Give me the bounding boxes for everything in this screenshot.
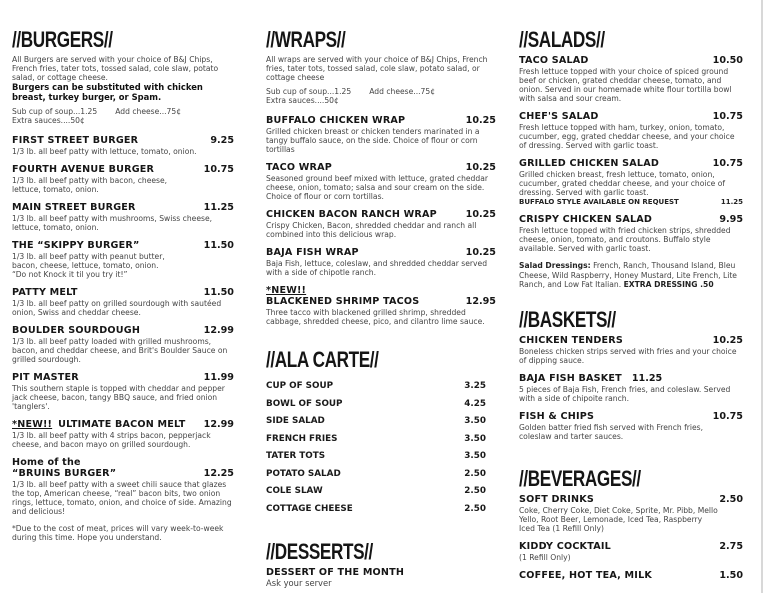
extra-sauces: Extra sauces....50¢: [266, 96, 339, 105]
item-price: 11.50: [203, 240, 234, 251]
ala-carte-row: [266, 431, 486, 449]
item-desc: Golden batter fried fish served with French fries, coleslaw and tarter sauces.: [519, 422, 704, 441]
item-price: 10.75: [712, 111, 743, 122]
item-desc: 1/3 lb. all beef patty with peanut butter, bacon, cheese, lettuce, tomato, onion. “Do not Knock it til you try it!”: [12, 252, 165, 279]
menu-item: [519, 335, 743, 365]
item-desc: Boneless chicken strips served with fries and your choice of dipping sauce.: [519, 346, 737, 365]
item-name: CHICKEN TENDERS: [519, 334, 623, 346]
salad-dressings: [519, 261, 743, 290]
extra-cheese: Add cheese...75¢: [115, 107, 182, 116]
item-name: BAJA FISH WRAP: [266, 247, 359, 258]
menu-item: [519, 55, 743, 103]
menu-item: [266, 567, 496, 588]
item-name: BOULDER SOURDOUGH: [12, 325, 141, 336]
item-name: TATER TOTS: [266, 451, 326, 461]
ala-carte-row: [266, 413, 486, 431]
item-price: 10.25: [465, 115, 496, 126]
extra-sauces: Extra sauces....50¢: [12, 116, 85, 125]
item-desc: 1/3 lb. all beef patty with lettuce, tomato, onion.: [12, 147, 197, 156]
item-name: ULTIMATE BACON MELT: [58, 419, 186, 430]
item-name: PATTY MELT: [12, 287, 78, 298]
ala-carte-row: [266, 466, 486, 484]
menu-item: [12, 202, 234, 232]
item-price: 2.50: [464, 468, 486, 479]
menu-item: [519, 411, 743, 441]
item-name: CHEF'S SALAD: [519, 111, 599, 122]
column-burgers: [12, 28, 234, 542]
item-name: POTATO SALAD: [266, 468, 341, 479]
section-title-baskets: //BASKETS//: [519, 306, 616, 332]
item-desc: Baja Fish, lettuce, coleslaw, and shredded cheddar served with a side of chipotle ranch.: [266, 259, 488, 277]
item-name: FRENCH FRIES: [266, 433, 338, 444]
item-name: SOFT DRINKS: [519, 493, 594, 505]
item-desc: 1/3 lb. all beef patty with 4 strips bacon, pepperjack cheese, and bacon mayo on grilled sourdough.: [12, 431, 211, 449]
item-price: 9.25: [210, 135, 234, 146]
menu-item: [519, 158, 743, 206]
section-title-ala-carte: //ALA CARTE//: [266, 347, 379, 372]
item-price: 11.50: [203, 287, 234, 298]
menu-item: [12, 325, 234, 364]
item-price: 9.95: [719, 214, 743, 225]
item-name: THE “SKIPPY BURGER”: [12, 240, 140, 251]
item-name: TACO SALAD: [519, 55, 589, 66]
item-name: CUP OF SOUP: [266, 381, 334, 391]
menu-item: [12, 240, 234, 279]
item-price: 10.25: [712, 334, 743, 346]
section-title-wraps: //WRAPS//: [266, 27, 346, 52]
item-name: BAJA FISH BASKET: [519, 372, 622, 384]
extra-dressing-price: EXTRA DRESSING .50: [623, 280, 714, 289]
section-title-salads: //SALADS//: [519, 27, 605, 52]
item-name: BLACKENED SHRIMP TACOS: [266, 296, 420, 307]
item-desc: This southern staple is topped with cheddar and pepper jack cheese, bacon, tangy BBQ sauce, and fried onion 'tanglers'.: [12, 384, 225, 411]
item-desc: Fresh lettuce topped with your choice of spiced ground beef or chicken, grated cheddar cheese, tomato, and onion. Served in our homemade white flour tortilla bowl with salsa and sour cream.: [519, 67, 732, 103]
item-price: 10.75: [712, 158, 743, 169]
item-price: 12.95: [465, 296, 496, 307]
item-name: PIT MASTER: [12, 372, 79, 383]
item-desc: Fresh lettuce topped with ham, turkey, onion, tomato, cucumber, egg, grated cheddar cheese, and your choice of dressing. Served with garlic toast.: [519, 123, 735, 150]
item-price: 11.99: [203, 372, 234, 383]
page-edge-line: [761, 0, 763, 593]
ala-carte-row: [266, 501, 486, 519]
item-desc: 1/3 lb. all beef patty loaded with grilled mushrooms, bacon, and cheddar cheese, and Brit's Boulder Sauce on grilled sourdough.: [12, 337, 228, 364]
buffalo-style-option: [519, 198, 743, 206]
section-title-beverages: //BEVERAGES//: [519, 465, 641, 491]
menu-item: [12, 372, 234, 411]
item-name: KIDDY COCKTAIL: [519, 540, 611, 552]
item-price: 3.50: [464, 416, 486, 426]
option-price: 11.25: [720, 198, 743, 206]
item-price: 10.25: [465, 209, 496, 220]
ala-carte-row: [266, 378, 486, 396]
menu-item: [519, 570, 743, 581]
item-desc: Grilled chicken breast, fresh lettuce, tomato, onion, cucumber, grated cheddar cheese, and your choice of dressing. Served with garlic toast.: [519, 170, 726, 197]
item-price: 10.75: [712, 410, 743, 422]
new-badge: *NEW!!: [12, 419, 53, 430]
item-desc: (1 Refill Only): [519, 552, 571, 562]
extra-cheese: Add cheese...75¢: [369, 87, 436, 96]
menu-item: [519, 494, 743, 533]
item-price: 2.75: [719, 540, 743, 552]
burgers-extras: [12, 107, 234, 125]
item-desc: 1/3 lb. all beef patty with bacon, cheese, lettuce, tomato, onion.: [12, 176, 168, 194]
menu-item: [266, 247, 496, 277]
item-price: 10.25: [465, 162, 496, 173]
item-name: CRISPY CHICKEN SALAD: [519, 214, 653, 225]
section-title-burgers: //BURGERS//: [12, 27, 113, 52]
item-desc: 1/3 lb. all beef patty with mushrooms, Swiss cheese, lettuce, tomato, onion.: [12, 214, 213, 232]
item-price: 2.50: [464, 503, 486, 514]
column-wraps: [266, 28, 496, 588]
menu-item: [266, 162, 496, 201]
extra-soup: Sub cup of soup...1.25: [12, 107, 98, 116]
new-badge: *NEW!!: [266, 285, 307, 296]
item-price: 1.50: [719, 569, 743, 581]
menu-item: [266, 285, 496, 326]
item-desc: Crispy Chicken, Bacon, shredded cheddar and ranch all combined into this delicious wrap.: [266, 221, 477, 239]
menu-item: [519, 111, 743, 150]
column-salads: [519, 28, 743, 581]
item-name: BOWL OF SOUP: [266, 398, 343, 409]
item-name: MAIN STREET BURGER: [12, 202, 136, 213]
item-name: BUFFALO CHICKEN WRAP: [266, 115, 406, 126]
item-price: 11.25: [203, 202, 234, 213]
ala-carte-list: [266, 378, 486, 518]
item-name: SIDE SALAD: [266, 416, 325, 426]
wraps-intro: All wraps are served with your choice of B&J Chips, French fries, tater tots, tossed salad, cole slaw, potato salad, or cottage cheese: [266, 55, 488, 82]
menu-item: [12, 135, 234, 156]
menu-item: [519, 373, 743, 403]
item-price: 3.50: [464, 451, 486, 461]
item-name: TACO WRAP: [266, 162, 332, 173]
option-label: BUFFALO STYLE AVAILABLE ON REQUEST: [519, 198, 679, 206]
item-price: 3.25: [464, 381, 486, 391]
item-desc: Ask your server: [266, 578, 332, 588]
item-name: FISH & CHIPS: [519, 410, 595, 422]
item-price: 2.50: [719, 493, 743, 505]
section-title-desserts: //DESSERTS//: [266, 539, 373, 564]
item-name: “BRUINS BURGER”: [12, 468, 117, 479]
price-note: *Due to the cost of meat, prices will vary week-to-week during this time. Hope you understand.: [12, 524, 224, 542]
item-price: 4.25: [464, 398, 486, 409]
item-name: FIRST STREET BURGER: [12, 135, 139, 146]
item-price: 12.25: [203, 468, 234, 479]
ala-carte-row: [266, 483, 486, 501]
item-desc: Seasoned ground beef mixed with lettuce, grated cheddar cheese, onion, tomato; salsa and sour cream on the side. Choice of flour or corn tortillas.: [266, 174, 488, 201]
wraps-extras: [266, 87, 496, 105]
item-desc: Coke, Cherry Coke, Diet Coke, Sprite, Mr. Pibb, Mello Yello, Root Beer, Lemonade, Iced Tea, Raspberry Iced Tea (1 Refill Only): [519, 505, 718, 533]
burgers-intro: All Burgers are served with your choice of B&J Chips, French fries, tater tots, tossed salad, cole slaw, potato salad, or cottage cheese.: [12, 55, 219, 82]
item-desc: 1/3 lb. all beef patty with a sweet chili sauce that glazes the top, American cheese, “real” bacon bits, two onion rings, lettuce, tomato, onion, and choice of side. Amazing and delicious!: [12, 480, 232, 516]
item-desc: 5 pieces of Baja Fish, French fries, and coleslaw. Served with a side of chipoite ranch.: [519, 384, 731, 403]
item-price: 12.99: [203, 419, 234, 430]
menu-item: [266, 209, 496, 239]
ala-carte-row: [266, 396, 486, 414]
item-name: DESSERT OF THE MONTH: [266, 567, 405, 578]
item-price: 10.25: [465, 247, 496, 258]
item-name: COTTAGE CHEESE: [266, 503, 353, 514]
menu-item: [12, 457, 234, 516]
item-name: FOURTH AVENUE BURGER: [12, 164, 155, 175]
item-desc: Fresh lettuce topped with fried chicken strips, shredded cheese, onion, tomato, and croutons. Buffalo style available. Served with garlic toast.: [519, 226, 731, 253]
menu-item: [12, 164, 234, 194]
item-name: COLE SLAW: [266, 486, 323, 496]
dressings-list: French, Ranch, Thousand Island, Bleu Cheese, Wild Raspberry, Honey Mustard, Lite French, Lite Ranch, and Low Fat Italian.: [519, 261, 737, 289]
item-price: 2.50: [464, 486, 486, 496]
burgers-substitution-note: Burgers can be substituted with chicken breast, turkey burger, or Spam.: [12, 82, 203, 102]
item-desc: 1/3 lb. all beef patty on grilled sourdough with sautéed onion, Swiss and cheddar cheese.: [12, 299, 222, 317]
item-price: 3.50: [464, 433, 486, 444]
item-name: CHICKEN BACON RANCH WRAP: [266, 209, 437, 220]
menu-item: [266, 115, 496, 154]
item-price: 12.99: [203, 325, 234, 336]
menu-item: [519, 541, 743, 562]
ala-carte-row: [266, 448, 486, 466]
item-desc: Grilled chicken breast or chicken tenders marinated in a tangy buffalo sauce, on the side. Choice of flour or corn tortillas: [266, 127, 480, 154]
item-name: GRILLED CHICKEN SALAD: [519, 158, 659, 169]
item-price: 10.75: [203, 164, 234, 175]
item-desc: Three tacco with blackened grilled shrimp, shredded cabbage, shredded cheese, pico, and cilantro lime sauce.: [266, 308, 485, 326]
menu-item: [12, 419, 234, 449]
item-price: 11.25: [631, 372, 663, 384]
extra-soup: Sub cup of soup...1.25: [266, 87, 352, 96]
dressings-label: Salad Dressings:: [519, 261, 591, 270]
item-name-prefix: Home of the: [12, 457, 81, 468]
menu-item: [519, 214, 743, 253]
menu-item: [12, 287, 234, 317]
item-name: COFFEE, HOT TEA, MILK: [519, 569, 653, 581]
item-price: 10.50: [712, 55, 743, 66]
